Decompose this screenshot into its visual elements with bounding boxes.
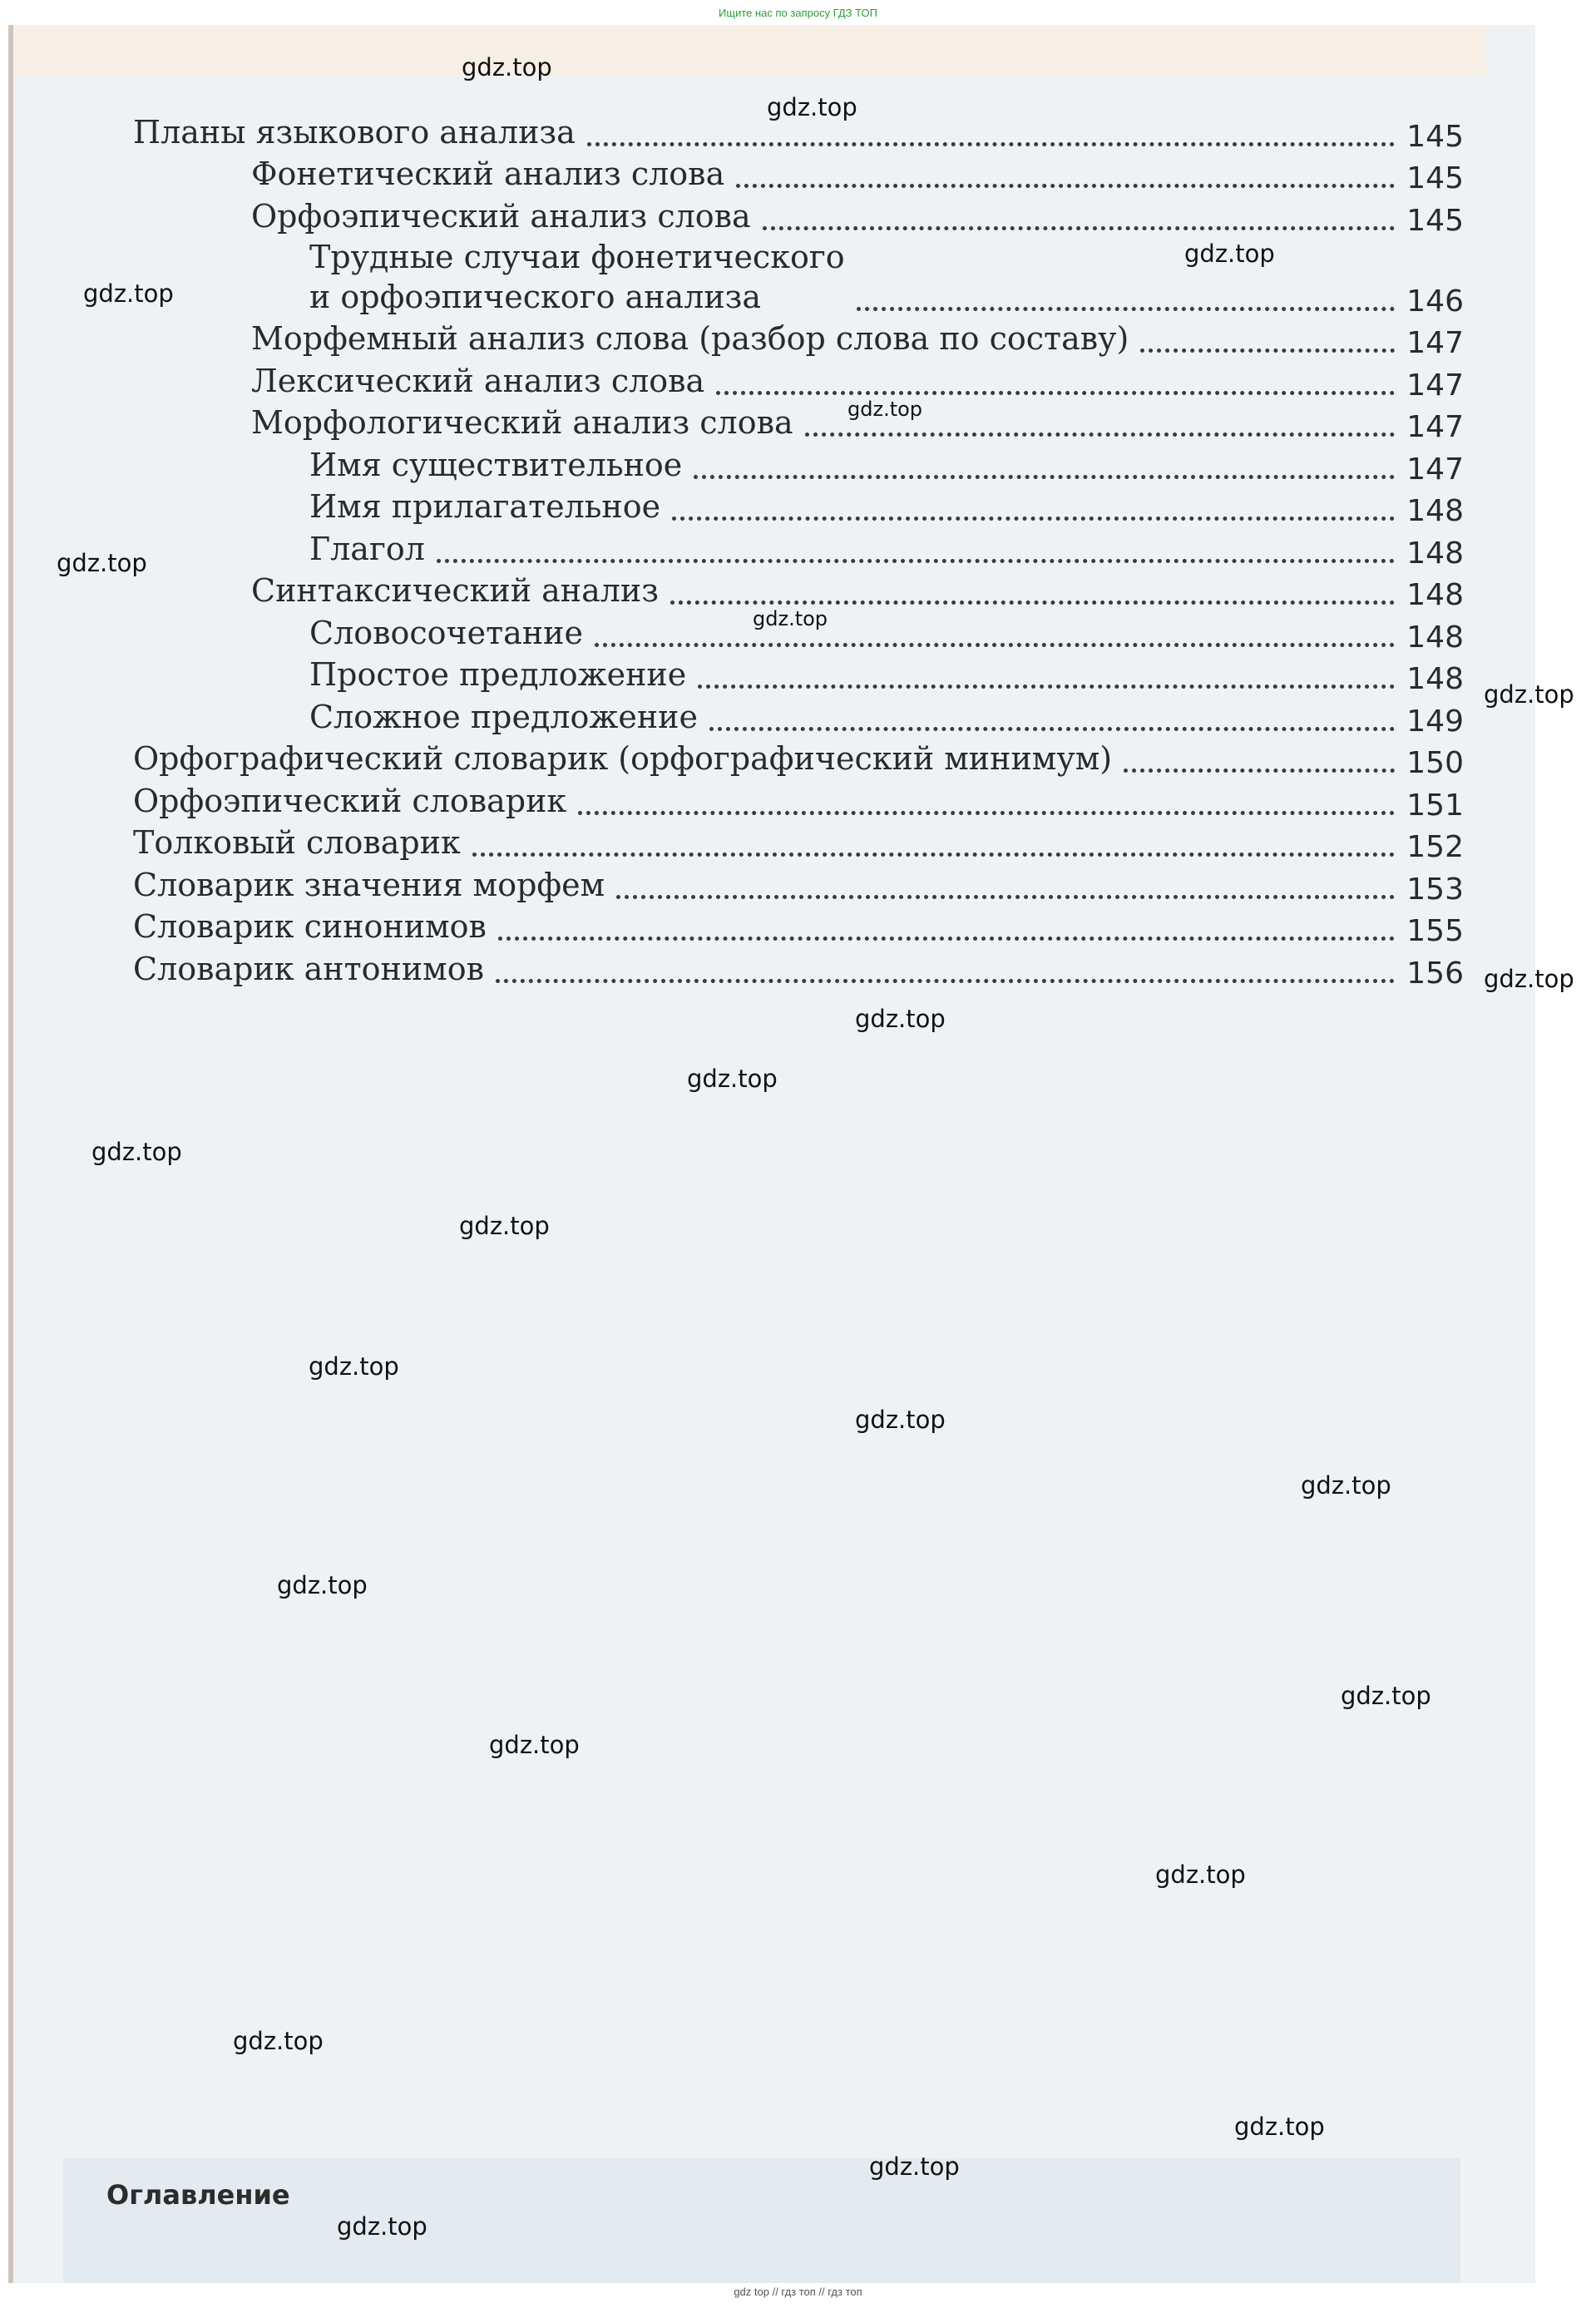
- toc-item-page: 148: [1406, 494, 1464, 528]
- toc-item: [133, 905, 1464, 947]
- toc-item-title: Толковый словарик: [133, 824, 461, 861]
- toc-leader-dots: [616, 895, 1395, 899]
- toc-item-title: Синтаксический анализ: [251, 572, 659, 609]
- watermark: gdz.top: [337, 2212, 427, 2241]
- footer-note: gdz top // гдз топ // гдз топ: [734, 2286, 862, 2298]
- toc-item-page: 151: [1406, 788, 1464, 823]
- toc-item-page: 148: [1406, 578, 1464, 612]
- watermark: gdz.top: [753, 607, 828, 630]
- watermark: gdz.top: [277, 1571, 368, 1599]
- toc-item-title: Трудные случаи фонетического и орфоэпического анализа: [309, 238, 845, 315]
- toc-item: [133, 485, 1464, 527]
- watermark: gdz.top: [459, 1212, 550, 1240]
- watermark: gdz.top: [869, 2152, 960, 2181]
- toc-item-title: Глагол: [309, 530, 425, 567]
- toc-item: [133, 526, 1464, 569]
- toc-item: [133, 194, 1464, 236]
- page-top-band: [13, 25, 1485, 75]
- toc-item-page: 147: [1406, 452, 1464, 487]
- toc-item-title: Словарик антонимов: [133, 950, 484, 987]
- toc-item-page: 145: [1406, 119, 1464, 154]
- watermark: gdz.top: [489, 1731, 580, 1759]
- toc-item: [133, 152, 1464, 195]
- toc-leader-dots: [672, 516, 1395, 521]
- toc-leader-dots: [698, 684, 1395, 689]
- watermark: gdz.top: [91, 1138, 182, 1166]
- watermark: gdz.top: [57, 549, 147, 577]
- section-label: Оглавление: [106, 2179, 290, 2211]
- watermark: gdz.top: [1184, 240, 1275, 268]
- toc-item: [133, 317, 1464, 359]
- toc-leader-dots: [437, 559, 1395, 563]
- watermark: gdz.top: [1484, 965, 1574, 993]
- toc-leader-dots: [1140, 348, 1395, 353]
- watermark: gdz.top: [1155, 1861, 1246, 1889]
- toc-item-title: Словосочетание: [309, 614, 583, 651]
- toc-leader-dots: [498, 937, 1395, 941]
- toc-item-title: Морфемный анализ слова (разбор слова по составу): [251, 320, 1129, 357]
- toc-leader-dots: [763, 226, 1396, 230]
- watermark: gdz.top: [233, 2027, 324, 2055]
- toc-item: [133, 862, 1464, 905]
- toc-leader-dots: [694, 475, 1395, 479]
- toc-item-page: 147: [1406, 368, 1464, 403]
- watermark: gdz.top: [855, 1406, 946, 1434]
- toc-item-title: Словарик значения морфем: [133, 866, 605, 903]
- toc-item-title: Словарик синонимов: [133, 908, 487, 945]
- toc-item-page: 145: [1406, 161, 1464, 195]
- toc-item-title: Морфологический анализ слова: [251, 404, 793, 441]
- toc-item-title: Имя прилагательное: [309, 488, 661, 525]
- watermark: gdz.top: [1301, 1471, 1391, 1500]
- toc-item-page: 147: [1406, 326, 1464, 360]
- toc-item-page: 148: [1406, 536, 1464, 571]
- toc-item-title: Сложное предложение: [309, 698, 698, 735]
- toc-item-title: Имя существительное: [309, 446, 683, 483]
- toc-item-page: 150: [1406, 746, 1464, 780]
- toc-item-title: Орфографический словарик (орфографический минимум): [133, 740, 1113, 777]
- toc-item: [133, 694, 1464, 737]
- toc-item-page: 148: [1406, 620, 1464, 655]
- toc-leader-dots: [670, 600, 1395, 605]
- watermark: gdz.top: [1484, 680, 1574, 709]
- toc-leader-dots: [595, 643, 1395, 647]
- toc-leader-dots: [587, 142, 1396, 146]
- toc-item-page: 149: [1406, 704, 1464, 739]
- toc-item-title: Лексический анализ слова: [251, 362, 705, 399]
- toc-item-title: Планы языкового анализа: [133, 113, 576, 151]
- toc-item-page: 146: [1406, 284, 1464, 319]
- watermark: gdz.top: [855, 1005, 946, 1033]
- toc-item: [133, 821, 1464, 863]
- toc-item: [133, 401, 1464, 443]
- watermark: gdz.top: [1234, 2113, 1325, 2141]
- header-note: Ищите нас по запросу ГДЗ ТОП: [719, 7, 877, 19]
- watermark: gdz.top: [83, 279, 174, 308]
- toc-item-page: 147: [1406, 410, 1464, 444]
- toc-item: [133, 946, 1464, 989]
- page-bottom-band: [63, 2158, 1460, 2283]
- toc-item-page: 145: [1406, 203, 1464, 238]
- toc-item: [133, 569, 1464, 611]
- watermark: gdz.top: [687, 1065, 778, 1093]
- toc-leader-dots: [805, 432, 1396, 437]
- toc-leader-dots: [496, 979, 1395, 983]
- toc-item: [133, 737, 1464, 779]
- toc-item-page: 156: [1406, 956, 1464, 991]
- watermark: gdz.top: [309, 1352, 399, 1381]
- toc-item: [133, 358, 1464, 401]
- toc-leader-dots: [472, 853, 1395, 857]
- toc-item-title: Орфоэпический словарик: [133, 782, 567, 819]
- toc-item-title: Фонетический анализ слова: [251, 156, 725, 192]
- watermark: gdz.top: [1341, 1682, 1431, 1710]
- toc-item-page: 152: [1406, 830, 1464, 864]
- watermark: gdz.top: [767, 93, 857, 121]
- toc-leader-dots: [736, 184, 1395, 188]
- toc-item: [133, 442, 1464, 485]
- toc-item-page: 155: [1406, 914, 1464, 948]
- toc-leader-dots: [716, 391, 1395, 395]
- toc-item-title: Простое предложение: [309, 656, 687, 693]
- toc-leader-dots: [857, 307, 1396, 311]
- watermark: gdz.top: [462, 53, 552, 82]
- toc-item-title: Орфоэпический анализ слова: [251, 197, 751, 235]
- toc-leader-dots: [578, 811, 1395, 815]
- toc-item-page: 148: [1406, 662, 1464, 696]
- toc-item-page: 153: [1406, 872, 1464, 907]
- toc-leader-dots: [709, 727, 1395, 731]
- watermark: gdz.top: [847, 398, 923, 421]
- toc-item: [133, 653, 1464, 695]
- toc-item: [133, 778, 1464, 821]
- toc-leader-dots: [1124, 769, 1395, 773]
